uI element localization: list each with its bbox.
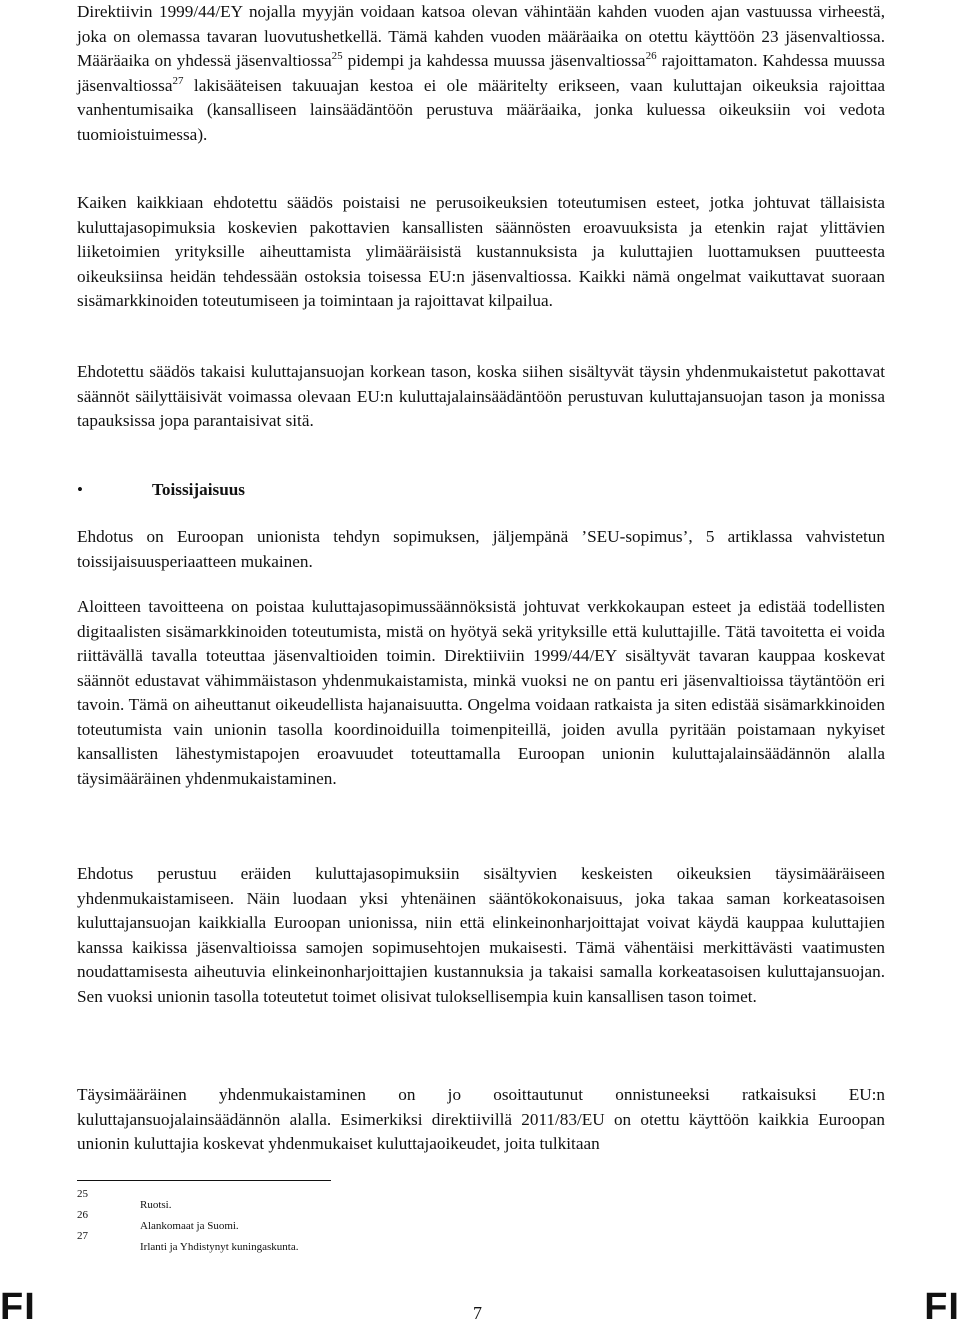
paragraph-text: Kaiken kaikkiaan ehdotettu säädös poistaisi ne perusoikeuksien toteutumisen esteet, jotka johtuvat tällaisista kuluttajasopimuksia koskevien pakottavien kansallisten säännösten eroavuuksista ja etenkin rajat ylittävien liiketoimien yrityksille aiheuttamista ylimääräisistä kustannuksista ja kuluttajien luottamuksen puutteesta oikeuksiinsa heidän tehdessään ostoksia toisessa EU:n jäsenvaltiossa. Kaikki nämä ongelmat vaikuttavat suoraan sisämarkkinoiden toteutumiseen ja toimintaan ja rajoittavat kilpailua. [77, 193, 885, 310]
paragraph-text: rajoittamaton. Kahdessa muussa jäsenvaltiossa [77, 51, 886, 95]
paragraph-initiative-goal [77, 595, 885, 791]
footnote-ref[interactable]: 27 [172, 74, 184, 87]
footer-language-right: FI [924, 1286, 960, 1328]
paragraph-text: lakisääteisen takuuajan kestoa ei ole määritelty erikseen, vaan kuluttajan oikeuksia rajoittaa vanhentumisaika (kansalliseen lainsäädäntöön perustuva määräaika, jonka kuluessa oikeuksiin voi vedota tuomioistuimessa). [77, 75, 885, 144]
page-number: 7 [473, 1303, 482, 1323]
paragraph-full-harmonisation [77, 862, 885, 1009]
section-heading-row [77, 480, 885, 504]
section-heading: Toissijaisuus [152, 480, 245, 499]
bullet-icon: • [77, 480, 83, 499]
paragraph-text: Ehdotus on Euroopan unionista tehdyn sopimuksen, jäljempänä ’SEU-sopimus’, 5 artiklassa vahvistetun toissijaisuusperiaatteen mukainen. [77, 527, 885, 571]
paragraph-text: Ehdotettu säädös takaisi kuluttajansuojan korkean tason, koska siihen sisältyvät täysin yhdenmukaistetut pakottavat säännöt säilyttäisivät voimassa olevaan EU:n kuluttajalainsäädäntöön perustuvan kuluttajansuojan tason ja monissa tapauksissa jopa parantaisivat sitä. [77, 362, 885, 430]
footnote-text: Irlanti ja Yhdistynyt kuningaskunta. [140, 1241, 299, 1253]
footnote-number: 25 [77, 1188, 88, 1200]
paragraph-text: Täysimääräinen yhdenmukaistaminen on jo osoittautunut onnistuneeksi ratkaisuksi EU:n kuluttajansuojalainsäädännön alalla. Esimerkiksi direktiivillä 2011/83/EU on otettu käyttöön kaikkia Euroopan unionin kuluttajia koskevat yhdenmukaiset kuluttajaoikeudet, joita tulkitaan [77, 1085, 885, 1153]
footer-language-left: FI [0, 1286, 36, 1328]
paragraph-text: Aloitteen tavoitteena on poistaa kuluttajasopimussäännöksistä johtuvat verkkokaupan esteet ja edistää todellisten digitaalisten sisämarkkinoiden toteutumista, mistä on hyötyä sekä yrityksille että kuluttajille. Tätä tavoitetta ei voida riittävällä tavalla toteuttaa jäsenvaltioiden toimin. Direktiiviin 1999/44/EY sisältyvät tavaran kauppaa koskevat säännöt edustavat vähimmäistason yhdenmukaistamista, minkä vuoksi ne on pantu eri jäsenvaltioissa täytäntöön eri tavoin. Tämä on aiheuttanut oikeudellista hajanaisuutta. Ongelma voidaan ratkaista ja siten edistää sisämarkkinoiden toteutumista vain unionin tasolla koordinoiduilla toimenpiteillä, joiden avulla pyritään poistamaan nykyiset kansallisten lähestymistapojen eroavuudet toteuttamalla Euroopan unionin kuluttajalainsäädännön alalla täysimääräinen yhdenmukaistaminen. [77, 597, 885, 788]
footnote-ref[interactable]: 26 [645, 50, 657, 62]
paragraph-harmonisation-success [77, 1083, 885, 1157]
footnote-text: Alankomaat ja Suomi. [140, 1220, 239, 1232]
footnote-text: Ruotsi. [140, 1199, 172, 1211]
paragraph-protection-level [77, 360, 885, 434]
paragraph-text: pidempi ja kahdessa muussa jäsenvaltiossa [342, 51, 646, 70]
footnote-number: 26 [77, 1209, 88, 1221]
footnote-separator [77, 1180, 331, 1181]
paragraph-barriers [77, 191, 885, 314]
paragraph-subsidiarity [77, 525, 885, 574]
footnote-number: 27 [77, 1230, 88, 1242]
paragraph-text: Direktiivin 1999/44/EY nojalla myyjän voidaan katsoa olevan vähintään kahden vuoden ajan vastuussa virheestä, joka on olemassa tavaran luovutushetkellä. Tämä kahden vuoden määräaika on otettu käyttöön 23 jäsenvaltiossa. Määräaika on yhdessä jäsenvaltiossa [77, 2, 885, 70]
paragraph-warranty [77, 0, 885, 147]
paragraph-text: Ehdotus perustuu eräiden kuluttajasopimuksiin sisältyvien keskeisten oikeuksien täysimääräiseen yhdenmukaistamiseen. Näin luodaan yksi yhtenäinen sääntökokonaisuus, joka takaa saman korkeatasoisen kuluttajansuojan kaikkialla Euroopan unionissa, niin että elinkeinonharjoittajat voivat käydä kauppaa kuluttajien kanssa kaikissa jäsenvaltioissa samojen sopimusehtojen mukaisesti. Tämä vähentäisi merkittävästi vaatimusten noudattamisesta aiheutuvia elinkeinonharjoittajien kustannuksia ja takaisi samalla korkeatasoisen kuluttajansuojan. Sen vuoksi unionin tasolla toteutetut toimet olisivat tuloksellisempia kuin kansallisen tason toimet. [77, 864, 885, 1006]
footnote-ref[interactable]: 25 [331, 50, 343, 62]
